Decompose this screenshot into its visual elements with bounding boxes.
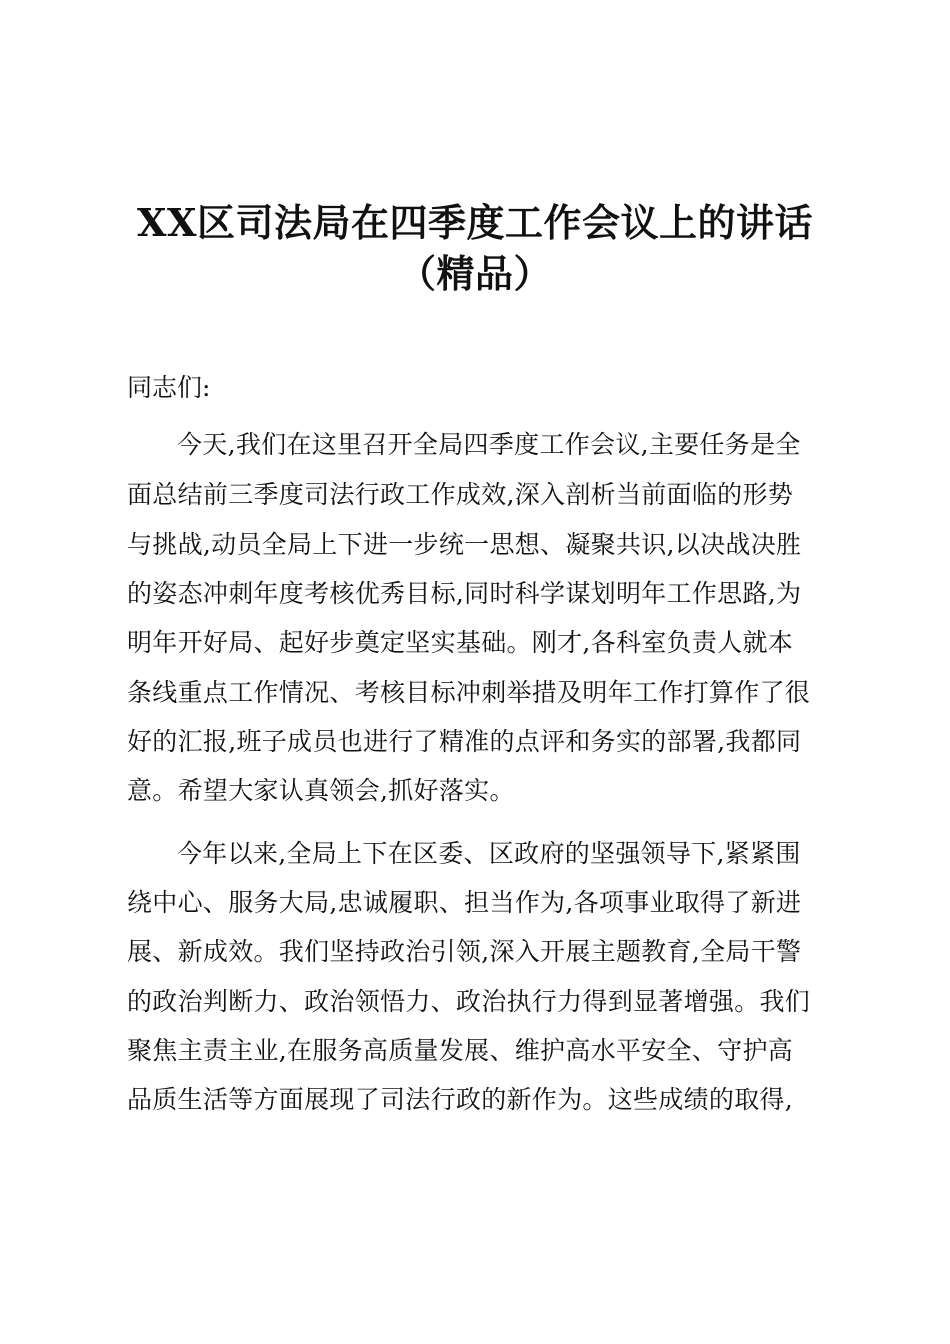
paragraph-line: 展、新成效。我们坚持政治引领,深入开展主题教育,全局干警 — [127, 937, 802, 966]
paragraph-line: 今天,我们在这里召开全局四季度工作会议,主要任务是全 — [177, 430, 801, 459]
paragraph-line: 条线重点工作情况、考核目标冲刺举措及明年工作打算作了很 — [127, 678, 811, 707]
paragraph-line: 意。希望大家认真领会,抓好落实。 — [127, 776, 515, 805]
paragraph-line: 好的汇报,班子成员也进行了精准的点评和务实的部署,我都同 — [127, 727, 802, 756]
paragraph-line: 面总结前三季度司法行政工作成效,深入剖析当前面临的形势 — [127, 480, 794, 509]
document-title-suffix: （精品） — [397, 251, 552, 296]
salutation: 同志们: — [127, 373, 211, 402]
paragraph-line: 与挑战,动员全局上下进一步统一思想、凝聚共识,以决战决胜 — [127, 530, 802, 559]
paragraph-line: 的姿态冲刺年度考核优秀目标,同时科学谋划明年工作思路,为 — [127, 579, 802, 608]
paragraph-line: 的政治判断力、政治领悟力、政治执行力得到显著增强。我们 — [127, 987, 811, 1016]
paragraph-line: 聚焦主责主业,在服务高质量发展、维护高水平安全、守护高 — [127, 1036, 794, 1065]
paragraph-line: 明年开好局、起好步奠定坚实基础。刚才,各科室负责人就本 — [127, 628, 794, 657]
paragraph-line: 绕中心、服务大局,忠诚履职、担当作为,各项事业取得了新进 — [127, 888, 802, 917]
paragraph-line: 品质生活等方面展现了司法行政的新作为。这些成绩的取得, — [127, 1085, 794, 1114]
document-title: XX区司法局在四季度工作会议上的讲话 — [137, 200, 813, 245]
paragraph-line: 今年以来,全局上下在区委、区政府的坚强领导下,紧紧围 — [177, 839, 801, 868]
